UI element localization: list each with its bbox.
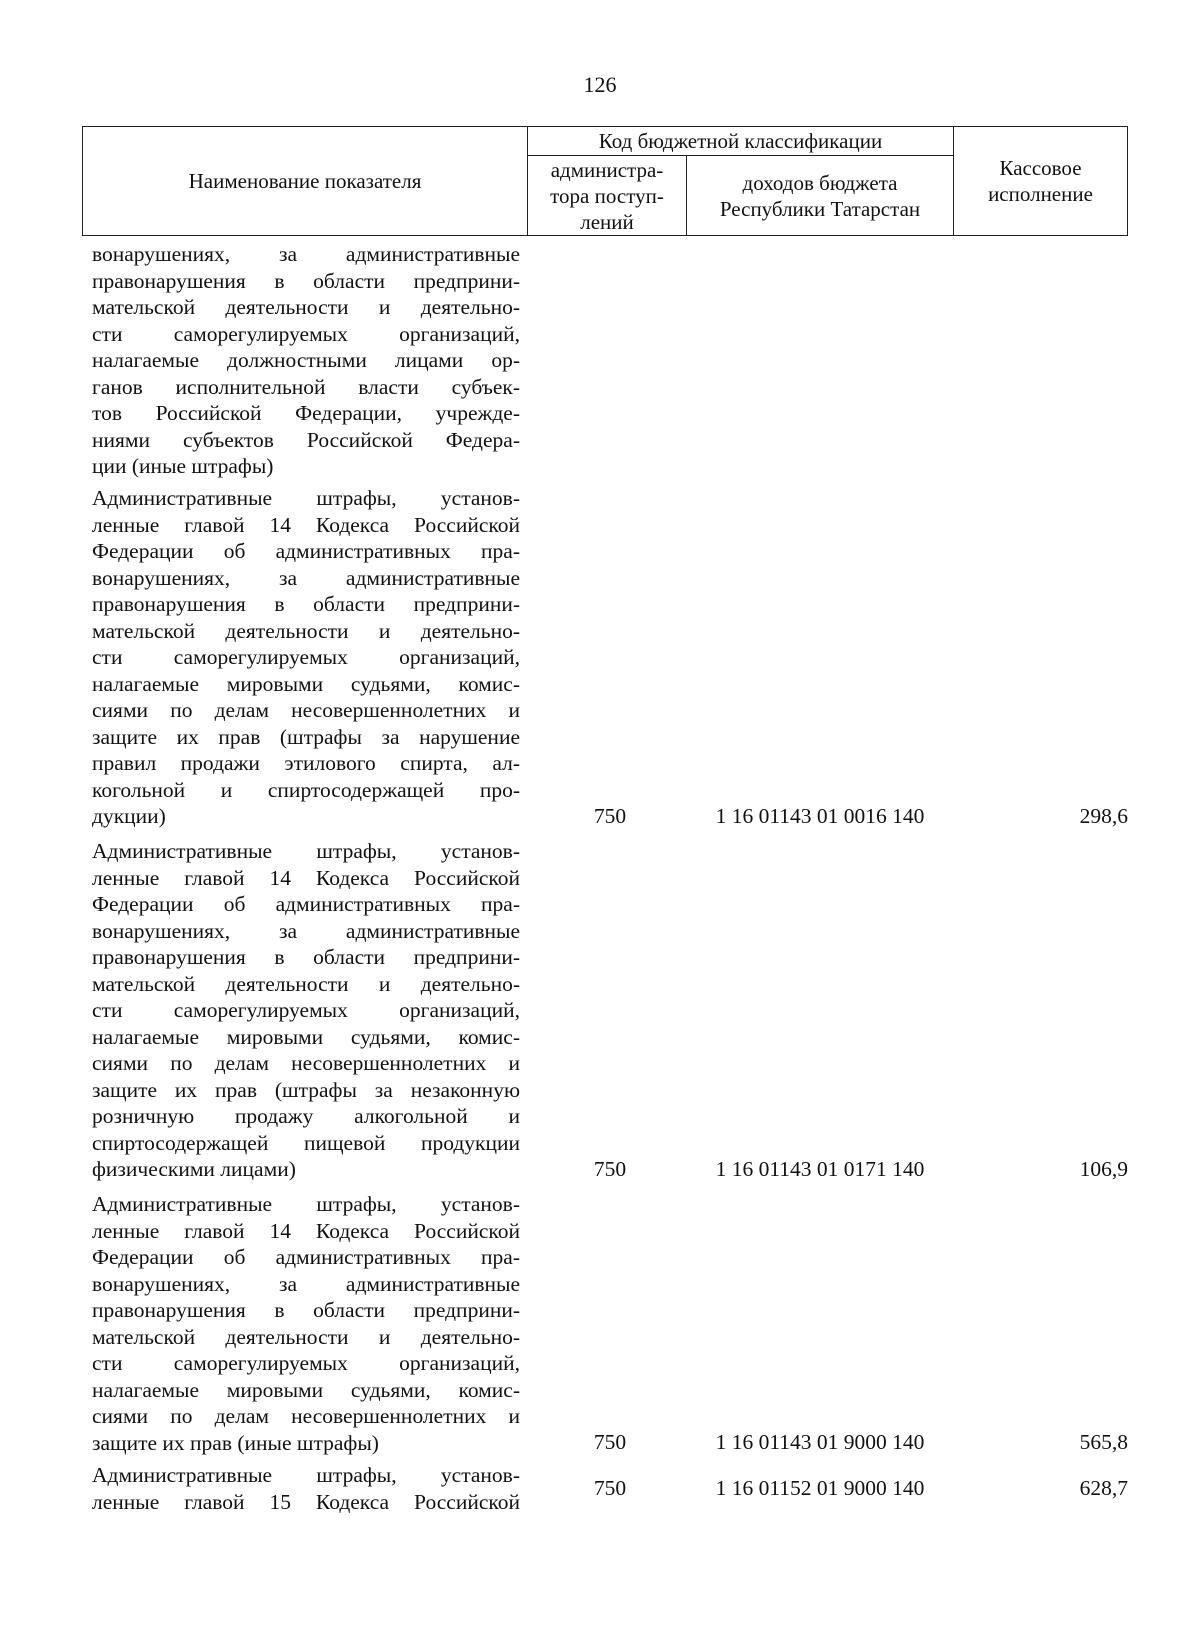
row-name-line: правонарушения в области предприни-: [92, 1298, 520, 1322]
header-admin-line-2: тора поступ-: [550, 183, 664, 208]
header-code-group-cell: [527, 126, 954, 156]
row-admin-code: 750: [593, 1430, 627, 1454]
header-admin-line-3: лений: [580, 209, 634, 234]
header-code-group-label: Код бюджетной классификации: [598, 129, 883, 153]
row-name-line: Административные штрафы, установ-: [92, 1192, 520, 1216]
header-name-cell: [82, 126, 528, 236]
header-income-line-1: доходов бюджета: [742, 170, 898, 195]
row-name: [92, 1462, 520, 1515]
row-name-line: Федерации об административных пра-: [92, 539, 520, 563]
header-name-label: Наименование показателя: [188, 169, 422, 193]
row-name-line: вонарушениях, за административные: [92, 918, 520, 943]
row-name-line: правонарушения в области предприни-: [92, 268, 520, 293]
row-name-line: спиртосодержащей пищевой продукции: [92, 1130, 520, 1155]
row-name-line: сти саморегулируемых организаций,: [92, 645, 520, 669]
row-name: [92, 485, 520, 830]
row-name-line: ции (иные штрафы): [92, 454, 274, 478]
row-name-line: сиями по делам несовершеннолетних и: [92, 1051, 520, 1075]
row-name-line: налагаемые мировыми судьями, комис-: [92, 1024, 520, 1049]
row-admin-code: 750: [593, 804, 627, 828]
row-name-line: Федерации об административных пра-: [92, 892, 520, 916]
row-name-line: Административные штрафы, установ-: [92, 1463, 520, 1487]
row-name-line: ленные главой 14 Кодекса Российской: [92, 865, 520, 890]
row-name-line: сти саморегулируемых организаций,: [92, 998, 520, 1022]
row-name-line: тов Российской Федерации, учрежде-: [92, 401, 520, 425]
row-name-line: физическими лицами): [92, 1157, 296, 1181]
row-name-line: сиями по делам несовершеннолетних и: [92, 1404, 520, 1428]
page-number: 126: [583, 72, 617, 97]
row-name-line: мательской деятельности и деятельно-: [92, 1324, 520, 1349]
row-budget-code: 1 16 01152 01 9000 140: [715, 1476, 925, 1500]
row-name-line: ганов исполнительной власти субъек-: [92, 374, 520, 399]
header-execution-line-2: исполнение: [988, 182, 1093, 206]
row-name-line: мательской деятельности и деятельно-: [92, 618, 520, 643]
row-name-line: Административные штрафы, установ-: [92, 486, 520, 510]
row-name-line: сти саморегулируемых организаций,: [92, 1351, 520, 1375]
row-name-line: сти саморегулируемых организаций,: [92, 321, 520, 346]
row-budget-code: 1 16 01143 01 9000 140: [715, 1430, 925, 1454]
row-name-line: ниями субъектов Российской Федера-: [92, 427, 520, 452]
row-admin-code: 750: [593, 1476, 627, 1500]
row-admin-code: 750: [593, 1157, 627, 1181]
row-amount: 106,9: [1079, 1157, 1128, 1181]
row-name-line: защите их прав (иные штрафы): [92, 1430, 379, 1455]
row-name-line: правил продажи этилового спирта, ал-: [92, 751, 520, 775]
row-name-line: защите их прав (штрафы за нарушение: [92, 724, 520, 749]
row-name-line: Административные штрафы, установ-: [92, 839, 520, 863]
header-execution-line-1: Кассовое: [999, 156, 1082, 180]
row-name-line: Федерации об административных пра-: [92, 1245, 520, 1269]
row-name: [92, 1191, 520, 1456]
row-name-line: правонарушения в области предприни-: [92, 592, 520, 616]
row-name-line: мательской деятельности и деятельно-: [92, 971, 520, 996]
header-income-cell: [686, 155, 954, 236]
header-execution-label: [988, 155, 1093, 207]
header-admin-label: [550, 157, 664, 235]
row-name-line: налагаемые мировыми судьями, комис-: [92, 671, 520, 696]
row-name-line: когольной и спиртосодержащей про-: [92, 777, 520, 802]
row-name: [92, 241, 520, 480]
row-name-line: налагаемые должностными лицами ор-: [92, 348, 520, 372]
row-amount: 298,6: [1079, 804, 1128, 828]
row-name-line: дукции): [92, 804, 166, 828]
row-budget-code: 1 16 01143 01 0171 140: [715, 1157, 925, 1181]
row-name-line: правонарушения в области предприни-: [92, 945, 520, 969]
header-admin-cell: [527, 155, 687, 236]
row-name-line: налагаемые мировыми судьями, комис-: [92, 1377, 520, 1402]
row-name-line: вонарушениях, за административные: [92, 1271, 520, 1296]
row-amount: 628,7: [1079, 1476, 1128, 1500]
header-admin-line-1: администра-: [550, 157, 664, 182]
row-amount: 565,8: [1079, 1430, 1128, 1454]
row-budget-code: 1 16 01143 01 0016 140: [715, 804, 925, 828]
row-name-line: ленные главой 15 Кодекса Российской: [92, 1489, 520, 1514]
row-name-line: вонарушениях, за административные: [92, 565, 520, 590]
row-name-line: розничную продажу алкогольной и: [92, 1104, 520, 1128]
row-name-line: ленные главой 14 Кодекса Российской: [92, 512, 520, 537]
row-name-line: ленные главой 14 Кодекса Российской: [92, 1218, 520, 1243]
row-name-line: вонарушениях, за административные: [92, 242, 520, 266]
header-income-label: [720, 170, 920, 222]
header-execution-cell: [953, 126, 1128, 236]
row-name-line: мательской деятельности и деятельно-: [92, 295, 520, 319]
header-income-line-2: Республики Татарстан: [719, 196, 921, 221]
row-name-line: сиями по делам несовершеннолетних и: [92, 698, 520, 722]
row-name: [92, 838, 520, 1183]
row-name-line: защите их прав (штрафы за незаконную: [92, 1077, 520, 1102]
